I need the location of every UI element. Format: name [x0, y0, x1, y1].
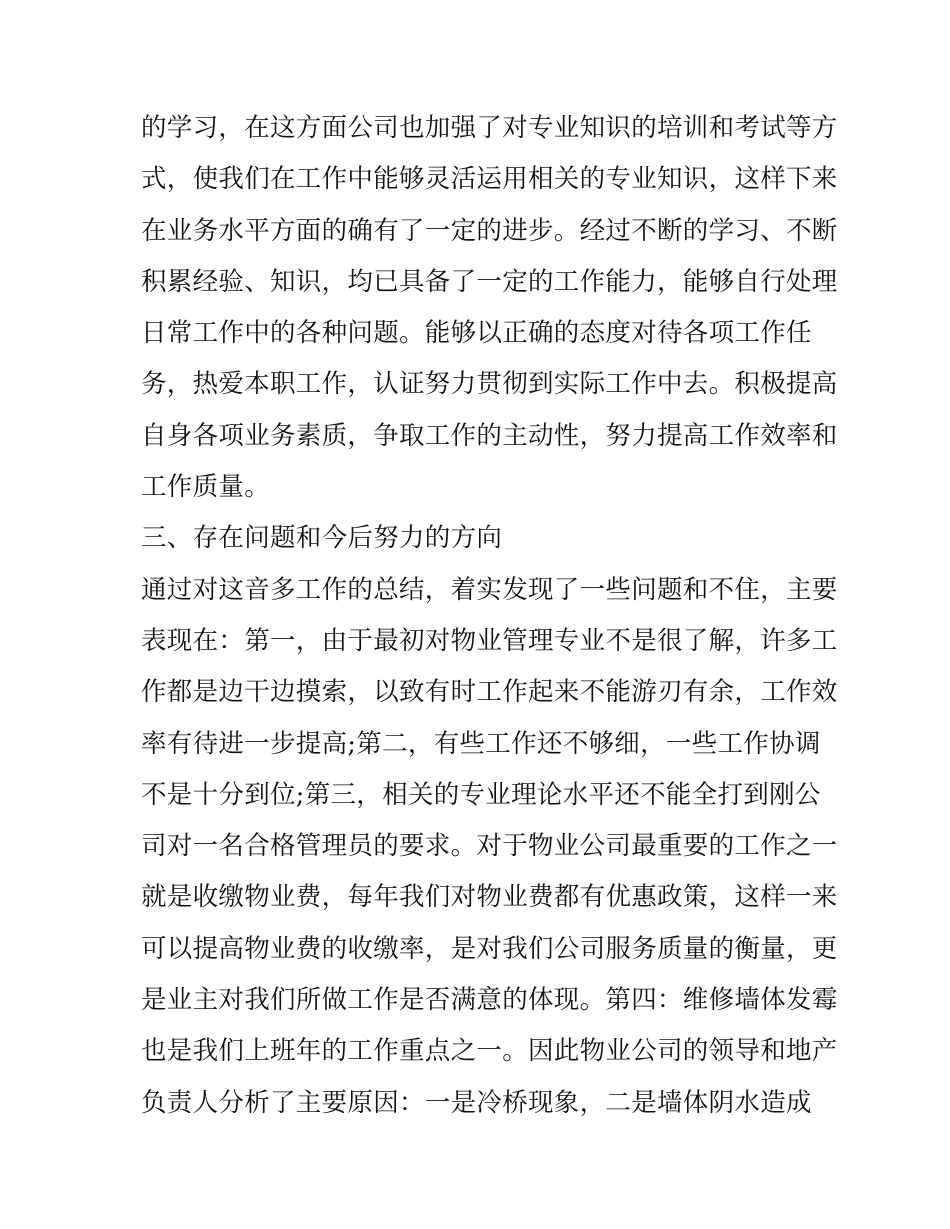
text-line: 务，热爱本职工作，认证努力贯彻到实际工作中去。积极提高 [141, 369, 838, 400]
text-line: 不是十分到位;第三，相关的专业理论水平还不能全打到刚公 [141, 779, 821, 810]
text-line: 作都是边干边摸索，以致有时工作起来不能游刃有余，工作效 [141, 677, 838, 708]
text-line: 在业务水平方面的确有了一定的进步。经过不断的学习、不断 [141, 215, 838, 246]
text-line: 日常工作中的各种问题。能够以正确的态度对待各项工作任 [141, 318, 812, 349]
text-line: 是业主对我们所做工作是否满意的体现。第四：维修墙体发霉 [141, 985, 838, 1016]
text-line: 表现在：第一，由于最初对物业管理专业不是很了解，许多工 [141, 625, 838, 656]
text-line: 的学习，在这方面公司也加强了对专业知识的培训和考试等方 [141, 113, 838, 143]
text-line: 工作质量。 [141, 472, 271, 503]
text-line: 通过对这音多工作的总结，着实发现了一些问题和不住，主要 [141, 574, 838, 605]
text-line: 也是我们上班年的工作重点之一。因此物业公司的领导和地产 [141, 1036, 838, 1067]
text-line: 可以提高物业费的收缴率，是对我们公司服务质量的衡量，更 [141, 933, 838, 964]
text-line: 就是收缴物业费，每年我们对物业费都有优惠政策，这样一来 [141, 882, 838, 913]
text-line: 式，使我们在工作中能够灵活运用相关的专业知识，这样下来 [141, 164, 838, 195]
text-line: 率有待进一步提高;第二，有些工作还不够细，一些工作协调 [141, 728, 821, 759]
document-body [141, 103, 838, 1129]
text-line: 负责人分析了主要原因：一是冷桥现象，二是墙体阴水造成 [141, 1087, 812, 1118]
text-line: 司对一名合格管理员的要求。对于物业公司最重要的工作之一 [141, 831, 838, 862]
text-line: 积累经验、知识，均已具备了一定的工作能力，能够自行处理 [141, 266, 838, 297]
text-line: 自身各项业务素质，争取工作的主动性，努力提高工作效率和 [141, 420, 838, 451]
section-heading: 三、存在问题和今后努力的方向 [141, 523, 503, 554]
